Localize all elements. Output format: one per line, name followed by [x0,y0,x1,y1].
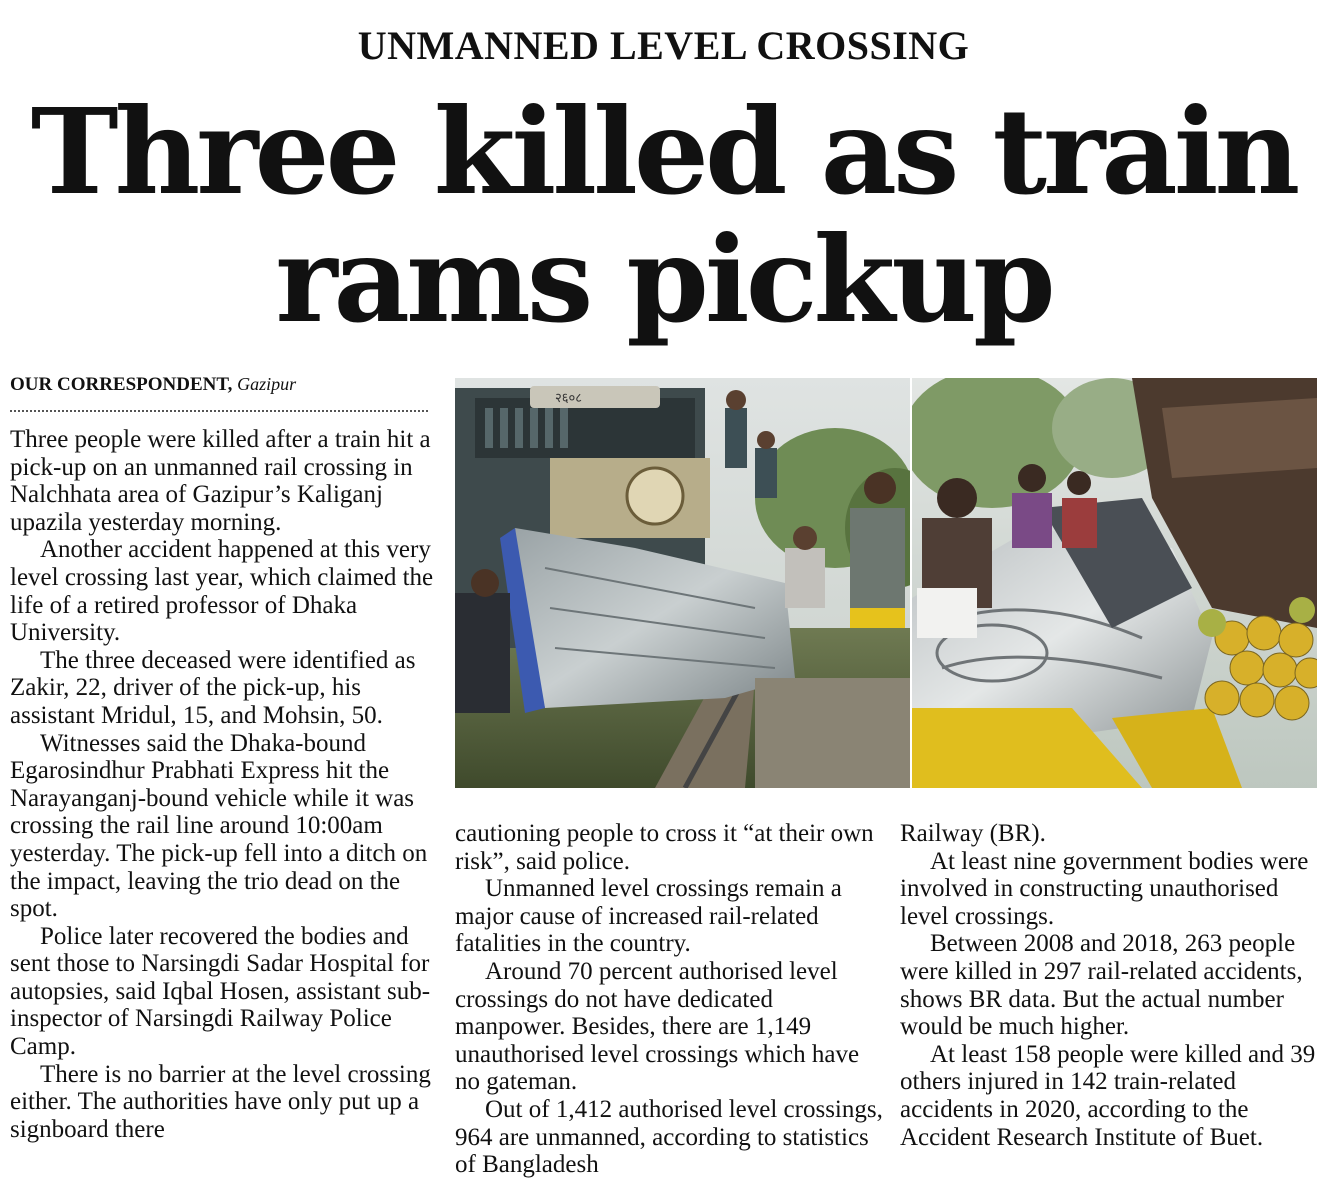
article-column-2 [455,820,885,1179]
paragraph: Railway (BR). [900,820,1046,847]
paragraph: Unmanned level crossings remain a major cause of increased rail-related fatalities in the country. [455,875,842,958]
engine-number: २६०८ [555,391,583,406]
accident-photo-train [455,378,910,788]
paragraph: There is no barrier at the level crossing either. The authorities have only put up a signboard there [10,1060,431,1143]
paragraph: Witnesses said the Dhaka-bound Egarosindhur Prabhati Express hit the Narayanganj-bound vehicle while it was crossing the rail line around 10:00am yesterday. The pick-up fell into a ditch on the impact, leaving the trio dead on the spot. [10,729,428,923]
headline [0,82,1327,349]
paragraph: Between 2008 and 2018, 263 people were killed in 297 rail-related accidents, shows BR data. But the actual number would be much higher. [900,930,1303,1041]
paragraph: Another accident happened at this very level crossing last year, which claimed the life of a retired professor of Dhaka University. [10,536,434,647]
byline [10,374,428,412]
paragraph: Out of 1,412 authorised level crossings, 964 are unmanned, according to statistics of Bangladesh [455,1095,883,1179]
byline-author: OUR CORRESPONDENT, [10,374,233,395]
paragraph: Three people were killed after a train hit a pick-up on an unmanned rail crossing in Nalchhata area of Gazipur’s Kaliganj upazila yesterday morning. [10,426,431,536]
paragraph: Police later recovered the bodies and sent those to Narsingdi Sadar Hospital for autopsies, said Iqbal Hosen, assistant sub-inspector of Narsingdi Railway Police Camp. [10,922,431,1061]
kicker: UNMANNED LEVEL CROSSING [357,23,970,68]
paragraph: cautioning people to cross it “at their own risk”, said police. [455,820,874,875]
article-column-1 [10,426,438,1143]
headline-line-1: Three killed as train [30,82,1297,221]
headline-line-2: rams pickup [275,210,1052,349]
paragraph: At least 158 people were killed and 39 others injured in 142 train-related accidents in 2020, according to the Accident Research Institute of Buet. [900,1040,1316,1151]
byline-location: Gazipur [237,374,297,394]
paragraph: Around 70 percent authorised level crossings do not have dedicated manpower. Besides, there are 1,149 unauthorised level crossings which have no gateman. [455,957,860,1096]
paragraph: The three deceased were identified as Zakir, 22, driver of the pick-up, his assistant Mridul, 15, and Mohsin, 50. [10,646,416,729]
article-column-3 [900,820,1320,1151]
paragraph: At least nine government bodies were involved in constructing unauthorised level crossings. [900,847,1309,930]
accident-photo-wreckage [912,378,1317,788]
